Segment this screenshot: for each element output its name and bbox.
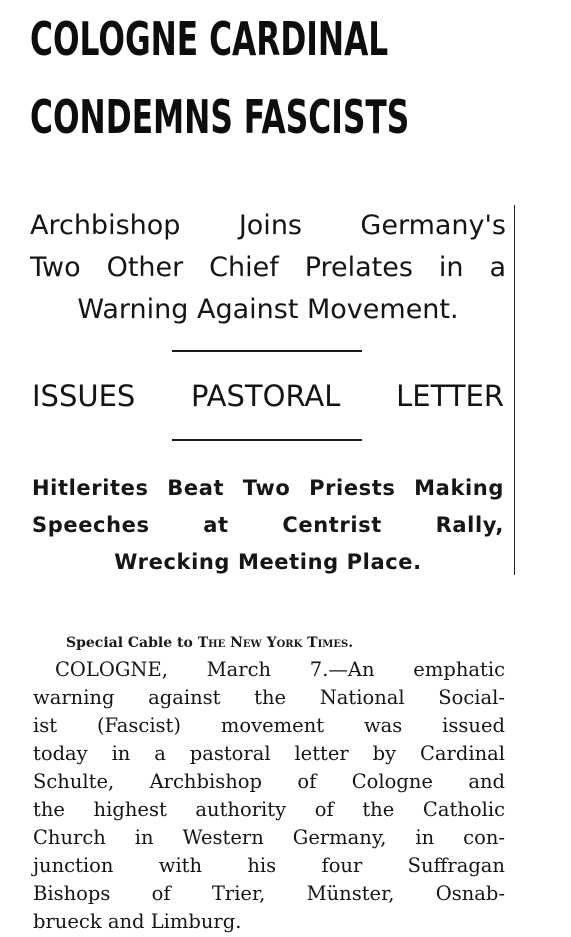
- newspaper-name: The New York Times: [197, 635, 349, 651]
- first-deck-line: Warning Against Movement.: [77, 294, 459, 325]
- column-rule: [514, 205, 515, 575]
- first-deck-line: Archbishop Joins Germany's: [30, 210, 506, 241]
- deck-divider: [172, 439, 362, 441]
- headline-line-1: COLOGNE CARDINAL: [30, 12, 389, 66]
- third-deck-line: Wrecking Meeting Place.: [114, 550, 422, 574]
- body-line: today in a pastoral letter by Cardinal: [33, 742, 505, 765]
- headline-line-2: CONDEMNS FASCISTS: [30, 90, 410, 144]
- dateline-credit: [66, 634, 486, 652]
- body-line: the highest authority of the Catholic: [33, 798, 505, 821]
- body-line: ist (Fascist) movement was issued: [33, 714, 505, 737]
- third-deck: [32, 470, 504, 581]
- credit-suffix: .: [348, 635, 354, 651]
- article-body: [33, 656, 505, 936]
- first-deck-line: Two Other Chief Prelates in a: [30, 252, 506, 283]
- body-line: warning against the National Social-: [33, 686, 505, 709]
- body-line: COLOGNE, March 7.—An emphatic: [55, 658, 505, 681]
- body-line: Bishops of Trier, Münster, Osnab-: [33, 882, 505, 905]
- body-line: junction with his four Suffragan: [33, 854, 505, 877]
- deck-divider: [172, 350, 362, 352]
- body-line: Church in Western Germany, in con-: [33, 826, 505, 849]
- third-deck-line: Speeches at Centrist Rally,: [32, 513, 504, 537]
- second-deck: ISSUES PASTORAL LETTER: [32, 379, 504, 413]
- body-line: Schulte, Archbishop of Cologne and: [33, 770, 505, 793]
- third-deck-line: Hitlerites Beat Two Priests Making: [32, 476, 504, 500]
- body-line: brueck and Limburg.: [33, 910, 242, 933]
- first-deck: [30, 205, 506, 331]
- credit-prefix: Special Cable to: [66, 635, 198, 651]
